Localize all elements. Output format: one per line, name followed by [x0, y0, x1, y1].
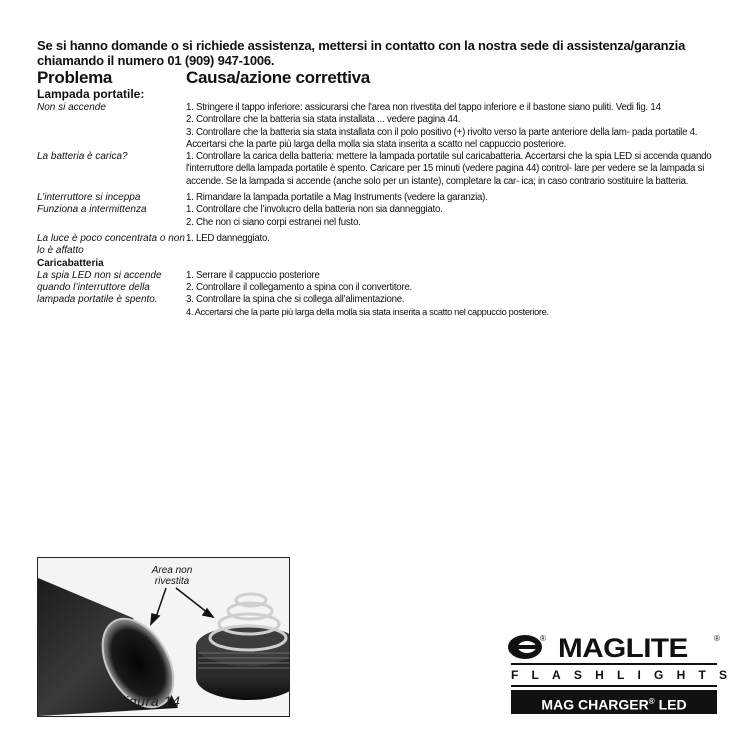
registered-mark: ® [648, 697, 655, 706]
problem-column-heading: Problema [37, 68, 113, 87]
figure-14-photo [37, 557, 290, 717]
action-text: 1. LED danneggiato. [186, 232, 270, 244]
section-heading-flashlight: Lampada portatile: [37, 87, 145, 101]
action-text: 1. Controllare la carica della batteria: mettere la lampada portatile sul caricabatteria. Accertarsi che la spia LED si accenda quando l'interruttore della lampada portatile è spento. Caricare per 15 minuti (vedere pagina 44) control- lare per vedere se la lampada si accende. Se la lampada si accende (anche solo per un istante), completare la car- ica; in caso contrario sostituire la batteria. [186, 151, 712, 187]
flashlights-wordmark: FLASHLIGHTS [511, 668, 741, 682]
problem-label: L’interruttore si inceppa [37, 192, 141, 204]
action-text: 3. Controllare la spina che si collega all’alimentazione. [186, 294, 405, 306]
brand-wordmark: MAGLITE [558, 633, 688, 663]
table-row [37, 233, 717, 258]
intro-paragraph: Se si hanno domande o si richiede assistenza, mettersi in contatto con la nostra sede di assistenza/garanzia chiamando il numero 01 (909) 947-1006. [37, 38, 686, 68]
product-name-plate [511, 690, 717, 714]
problem-label: La luce è poco concentrata o non lo è affatto [37, 232, 185, 257]
action-text: 1. Controllare che l’involucro della batteria non sia danneggiato. [186, 204, 443, 216]
action-text: 1. Serrare il cappuccio posteriore [186, 269, 320, 281]
problem-label: La spia LED non si accende quando l’interruttore della lampada portatile è spento. [37, 269, 162, 306]
action-text: 2. Controllare il collegamento a spina con il convertitore. [186, 281, 412, 293]
problem-label: Funziona a intermittenza [37, 204, 147, 216]
product-name: MAG CHARGER [541, 696, 649, 713]
action-text: 3. Controllare che la batteria sia stata installata con il polo positivo (+) rivolto verso la parte anteriore della lam- pada portatile 4. Accertarsi che la parte più larga della molla sia stata inserita a scatto nel cappuccio posteriore. [186, 126, 698, 150]
section-row-flashlight [37, 88, 717, 100]
uncoated-area-callout: Area non rivestita [151, 565, 193, 587]
section-heading-charger: Caricabatteria [37, 257, 104, 269]
maglite-logo [508, 632, 741, 715]
action-text: 2. Controllare che la batteria sia stata installata ... vedere pagina 44. [186, 114, 461, 126]
section-row-charger [37, 258, 717, 319]
cause-column-heading: Causa/azione correttiva [186, 68, 370, 87]
table-row [37, 204, 717, 229]
action-text: 1. Stringere il tappo inferiore: assicurarsi che l'area non rivestita del tappo inferiore e il bastone siano puliti. Vedi fig. 14 [186, 102, 661, 113]
maglite-swoosh-icon [508, 634, 544, 660]
table-row [37, 192, 717, 204]
table-row [37, 102, 717, 151]
product-suffix: LED [658, 696, 687, 713]
table-row [37, 151, 717, 188]
brand-row [508, 632, 720, 662]
problem-label: Non si accende [37, 102, 106, 113]
figure-caption: Figura 14 [116, 693, 181, 709]
registered-mark: ® [714, 634, 720, 643]
problem-label: La batteria è carica? [37, 151, 128, 163]
troubleshooting-table [37, 88, 717, 319]
action-text: 4. Accertarsi che la parte più larga della molla sia stata inserita a scatto nel cappuccio posteriore. [186, 307, 549, 318]
action-text: 2. Che non ci siano corpi estranei nel fusto. [186, 216, 361, 228]
logo-bottom-rule [511, 685, 717, 687]
registered-mark: ® [540, 634, 546, 643]
logo-top-rule [511, 663, 717, 665]
action-text: 1. Rimandare la lampada portatile a Mag Instruments (vedere la garanzia). [186, 192, 488, 204]
